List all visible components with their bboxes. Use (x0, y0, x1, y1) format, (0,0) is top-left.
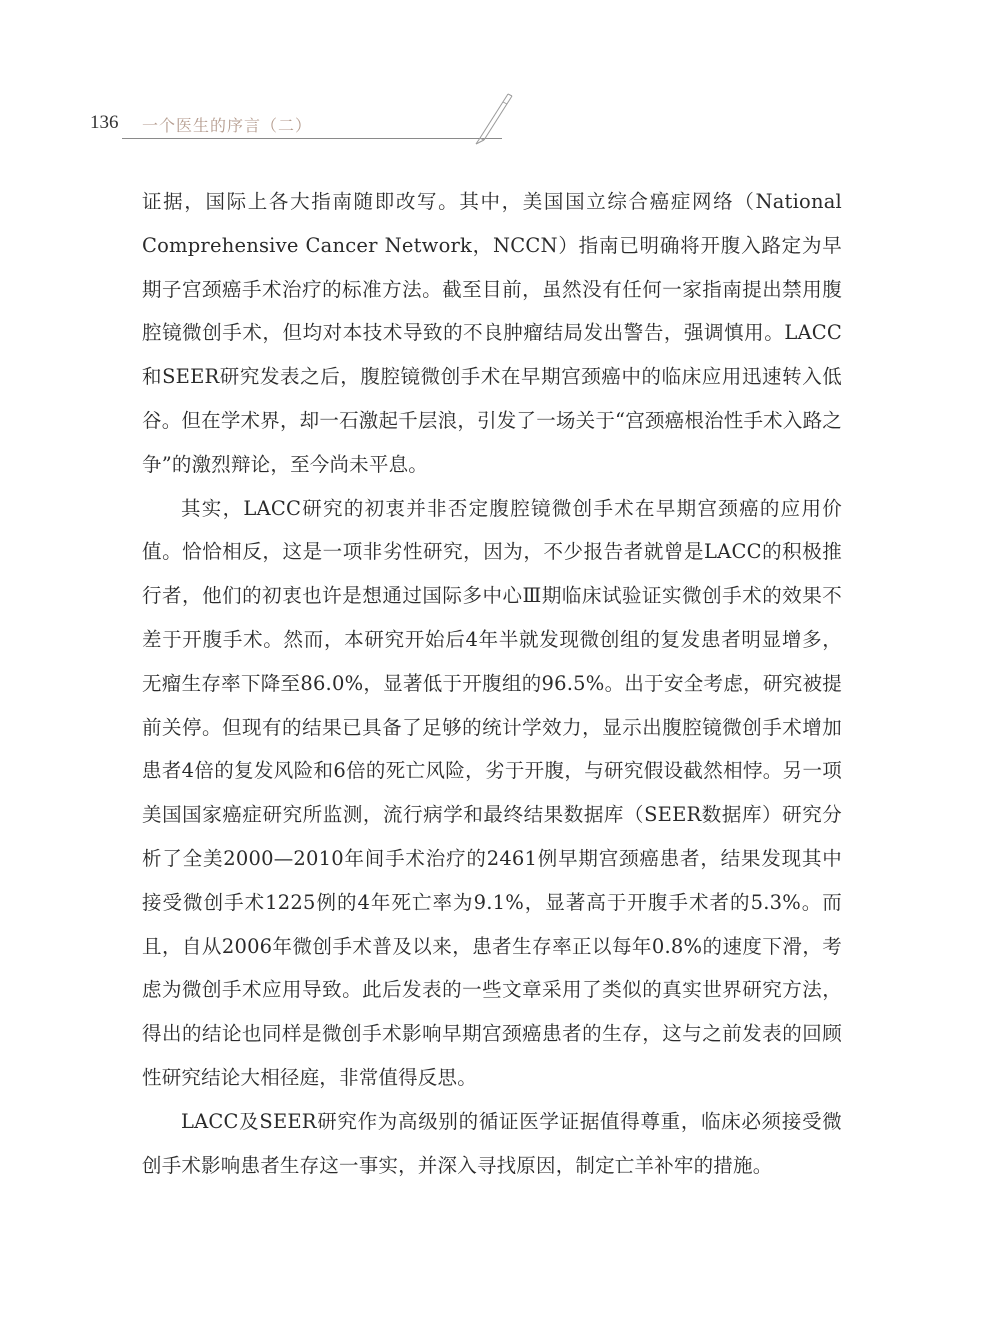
page-header (0, 0, 998, 160)
page-number: 136 (90, 112, 119, 133)
paragraph: LACC及SEER研究作为高级别的循证医学证据值得尊重，临床必须接受微创手术影响患者生存这一事实，并深入寻找原因，制定亡羊补牢的措施。 (142, 1109, 842, 1177)
header-rule (122, 138, 502, 139)
running-title: 一个医生的序言（二） (142, 116, 313, 135)
body-text (142, 180, 842, 1187)
paragraph: 其实，LACC研究的初衷并非否定腹腔镜微创手术在早期宫颈癌的应用价值。恰恰相反，这是一项非劣性研究，因为，不少报告者就曾是LACC的积极推行者，他们的初衷也许是想通过国际多中心Ⅲ期临床试验证实微创手术的效果不差于开腹手术。然而，本研究开始后4年半就发现微创组的复发患者明显增多，无瘤生存率下降至86.0%，显著低于开腹组的96.5%。出于安全考虑，研究被提前关停。但现有的结果已具备了足够的统计学效力，显示出腹腔镜微创手术增加患者4倍的复发风险和6倍的死亡风险，劣于开腹，与研究假设截然相悖。另一项美国国家癌症研究所监测，流行病学和最终结果数据库（SEER数据库）研究分析了全美2000—2010年间手术治疗的2461例早期宫颈癌患者，结果发现其中接受微创手术1225例的4年死亡率为9.1%，显著高于开腹手术者的5.3%。而且，自从2006年微创手术普及以来，患者生存率正以每年0.8%的速度下滑，考虑为微创手术应用导致。此后发表的一些文章采用了类似的真实世界研究方法，得出的结论也同样是微创手术影响早期宫颈癌患者的生存，这与之前发表的回顾性研究结论大相径庭，非常值得反思。 (142, 496, 842, 1089)
paragraph-continued: 证据，国际上各大指南随即改写。其中，美国国立综合癌症网络（National Comprehensive Cancer Network，NCCN）指南已明确将开腹入路定为早期子宫颈癌手术治疗的标准方法。截至目前，虽然没有任何一家指南提出禁用腹腔镜微创手术，但均对本技术导致的不良肿瘤结局发出警告，强调慎用。LACC和SEER研究发表之后，腹腔镜微创手术在早期宫颈癌中的临床应用迅速转入低谷。但在学术界，却一石激起千层浪，引发了一场关于“宫颈癌根治性手术入路之争”的激烈辩论，至今尚未平息。 (142, 190, 842, 476)
pen-icon (470, 90, 520, 145)
